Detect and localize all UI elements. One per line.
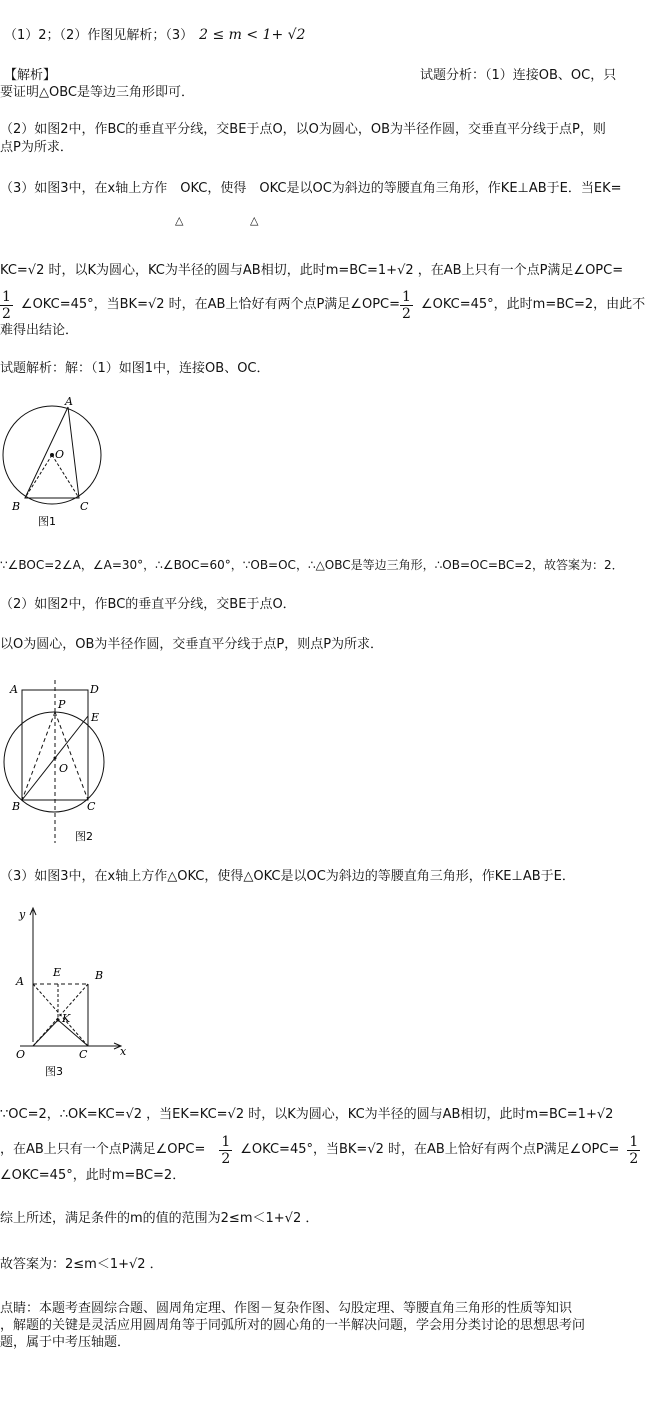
comment-line3: 题，属于中考压轴题． — [0, 1335, 131, 1350]
label-C: C — [80, 500, 89, 513]
figure-2 — [0, 678, 120, 848]
fraction: $\frac{1}{2}$ — [629, 1133, 639, 1167]
label-B: B — [95, 969, 104, 982]
fraction: $\frac{1}{2}$ — [402, 288, 411, 322]
analysis-part3-line4: 难得出结论． — [0, 323, 79, 338]
answer-text: （1）2；（2）作图见解析；（3） — [4, 28, 194, 43]
solution-part2-b: 以O为圆心，OB为半径作圆，交垂直平分线于点P，则点P为所求． — [0, 637, 384, 652]
label-D: D — [90, 683, 99, 696]
label-x: x — [120, 1045, 127, 1058]
label-K: K — [62, 1012, 71, 1025]
figure-2-caption: 图2 — [75, 830, 93, 843]
analysis-intro-line2: 要证明△OBC是等边三角形即可． — [0, 85, 194, 100]
solution-part3-b: ∵OC=2，∴OK=KC=√2 ，当EK=KC=√2 时，以K为圆心，KC为半径的圆与AB相切，此时m=BC=1+√2 — [0, 1107, 614, 1122]
analysis-part3-line1: （3）如图3中，在x轴上方作 OKC，使得 OKC是以OC为斜边的等腰直角三角形，作KE⊥AB于E．当EK= — [0, 181, 622, 196]
comment-line1: 点睛：本题考查圆综合题、圆周角定理、作图－复杂作图、勾股定理、等腰直角三角形的性质等知识 — [0, 1301, 573, 1316]
label-O: O — [16, 1048, 26, 1061]
summary-line: 综上所述，满足条件的m的值的范围为2≤m＜1+√2 ． — [0, 1211, 319, 1226]
analysis-part2-line2: 点P为所求． — [0, 140, 73, 155]
figure-3-caption: 图3 — [45, 1065, 63, 1078]
label-C: C — [79, 1048, 88, 1061]
answer-line — [4, 26, 305, 45]
analysis-heading: 【解析】 — [4, 68, 57, 83]
label-A: A — [65, 395, 73, 408]
label-y: y — [19, 908, 26, 921]
analysis-part2-line1: （2）如图2中，作BC的垂直平分线，交BE于点O，以O为圆心，OB为半径作圆，交垂直平分线于点P，则 — [0, 122, 606, 137]
triangle-symbol: △ — [250, 214, 259, 227]
fraction: $\frac{1}{2}$ — [221, 1133, 231, 1167]
figure-1-caption: 图1 — [38, 515, 56, 528]
figure-3 — [0, 902, 140, 1082]
comment-line2: ，解题的关键是灵活应用圆周角等于同弧所对的圆心角的一半解决问题，学会用分类讨论的思想思考问 — [0, 1318, 586, 1333]
label-E: E — [91, 711, 100, 724]
answer-formula: 2 ≤ m < 1+ √2 — [199, 27, 306, 43]
solution-part3-d: ∠OKC=45°，此时m=BC=2． — [0, 1168, 186, 1183]
solution-part1-proof: ∵∠BOC=2∠A，∠A=30°，∴∠BOC=60°，∵OB=OC，∴△OBC是等边三角形，∴OB=OC=BC=2，故答案为：2． — [0, 558, 624, 572]
label-A: A — [16, 975, 24, 988]
solution-part3-a: （3）如图3中，在x轴上方作△OKC，使得△OKC是以OC为斜边的等腰直角三角形，作KE⊥AB于E． — [0, 869, 575, 884]
solution-part3-c: ，在AB上只有一个点P满足∠OPC= $\frac{1}{2}$ ∠OKC=45°，当BK=√2 时，在AB上恰好有两个点P满足∠OPC= $\frac{1}{2}$ — [0, 1133, 639, 1167]
figure-1 — [0, 392, 110, 530]
analysis-intro: 试题分析：（1）连接OB、OC，只 — [420, 68, 617, 83]
analysis-part3-line3: $\frac{1}{2}$ ∠OKC=45°，当BK=√2 时，在AB上恰好有两个点P满足∠OPC= $\frac{1}{2}$ ∠OKC=45°，此时m=BC=2，由此不 — [2, 288, 645, 322]
label-E: E — [53, 966, 62, 979]
solution-part2-a: （2）如图2中，作BC的垂直平分线，交BE于点O． — [0, 597, 296, 612]
triangle-symbol: △ — [175, 214, 184, 227]
label-B: B — [12, 800, 21, 813]
final-answer: 故答案为：2≤m＜1+√2 ． — [0, 1257, 163, 1272]
label-B: B — [12, 500, 21, 513]
label-P: P — [58, 698, 66, 711]
label-A: A — [10, 683, 18, 696]
analysis-part3-line2: KC=√2 时，以K为圆心，KC为半径的圆与AB相切，此时m=BC=1+√2 ，在AB上只有一个点P满足∠OPC= — [0, 263, 624, 278]
solution-part1: 试题解析：解：（1）如图1中，连接OB、OC． — [0, 361, 270, 376]
label-C: C — [87, 800, 96, 813]
fraction: $\frac{1}{2}$ — [2, 288, 11, 322]
label-O: O — [55, 448, 65, 461]
label-O: O — [59, 762, 69, 775]
